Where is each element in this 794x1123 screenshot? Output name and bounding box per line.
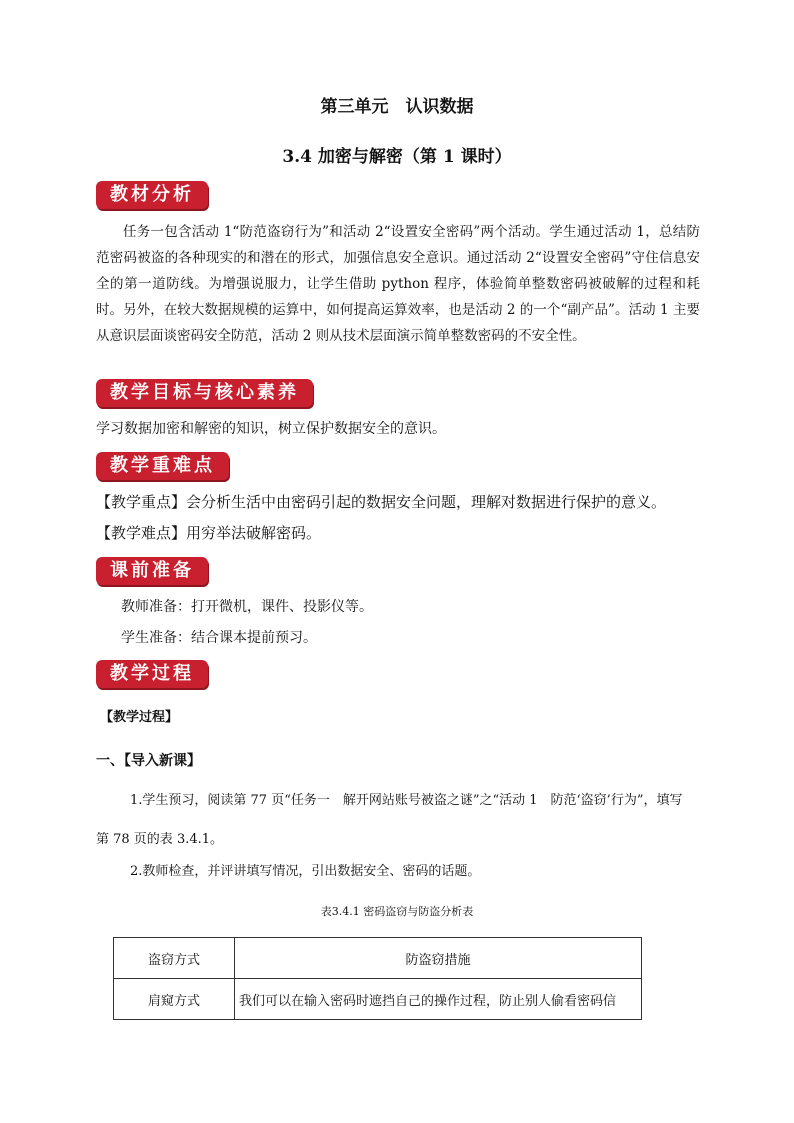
teacher-prep-text: 教师准备：打开微机，课件、投影仪等。 xyxy=(121,599,373,615)
step1-line2: 第 78 页的表 3.4.1。 xyxy=(96,832,224,847)
section-badge-process: 教学过程 xyxy=(96,660,208,688)
analysis-table xyxy=(113,937,642,1020)
table-cell: 肩窥方式 xyxy=(114,979,235,1020)
goals-text: 学习数据加密和解密的知识，树立保护数据安全的意识。 xyxy=(96,421,446,437)
student-prep-text: 学生准备：结合课本提前预习。 xyxy=(121,630,317,646)
table-header-cell: 防盗窃措施 xyxy=(235,938,642,979)
step1-line1: 1.学生预习，阅读第 77 页“任务一 解开网站账号被盗之谜”之“活动 1 防范‘盗窃’行为”，填写 xyxy=(130,793,683,808)
section-badge-prep: 课前准备 xyxy=(96,557,208,585)
section-badge-keypoints: 教学重难点 xyxy=(96,452,229,480)
unit-title: 第三单元 认识数据 xyxy=(320,97,474,117)
section-badge-analysis: 教材分析 xyxy=(96,181,208,209)
intro-heading: 一、【导入新课】 xyxy=(96,753,201,769)
table-header-cell: 盗窃方式 xyxy=(114,938,235,979)
table-row xyxy=(114,979,642,1020)
process-heading: 【教学过程】 xyxy=(100,710,179,725)
section-badge-goals: 教学目标与核心素养 xyxy=(96,379,313,407)
table-cell: 我们可以在输入密码时遮挡自己的操作过程，防止别人偷看密码信 xyxy=(235,979,642,1020)
table-caption: 表3.4.1 密码盗窃与防盗分析表 xyxy=(320,905,474,918)
table-header-row xyxy=(114,938,642,979)
step2-text: 2.教师检查，并评讲填写情况，引出数据安全、密码的话题。 xyxy=(130,864,481,879)
lesson-title: 3.4 加密与解密（第 1 课时） xyxy=(282,147,512,167)
key-focus-text: 【教学重点】会分析生活中由密码引起的数据安全问题，理解对数据进行保护的意义。 xyxy=(96,493,667,511)
key-difficulty-text: 【教学难点】用穷举法破解密码。 xyxy=(96,524,322,542)
analysis-paragraph: 任务一包含活动 1“防范盗窃行为”和活动 2“设置安全密码”两个活动。学生通过活动 1，总结防范密码被盗的各种现实的和潜在的形式，加强信息安全意识。通过活动 2“设置安全密码”守住信息安全的第一道防线。为增强说服力，让学生借助 python 程序，体验简单整数密码被破解的过程和耗时。另外，在较大数据规模的运算中，如何提高运算效率，也是活动 2 的一个“副产品”。活动 1 主要从意识层面谈密码安全防范，活动 2 则从技术层面演示简单整数密码的不安全性。 xyxy=(96,224,700,344)
